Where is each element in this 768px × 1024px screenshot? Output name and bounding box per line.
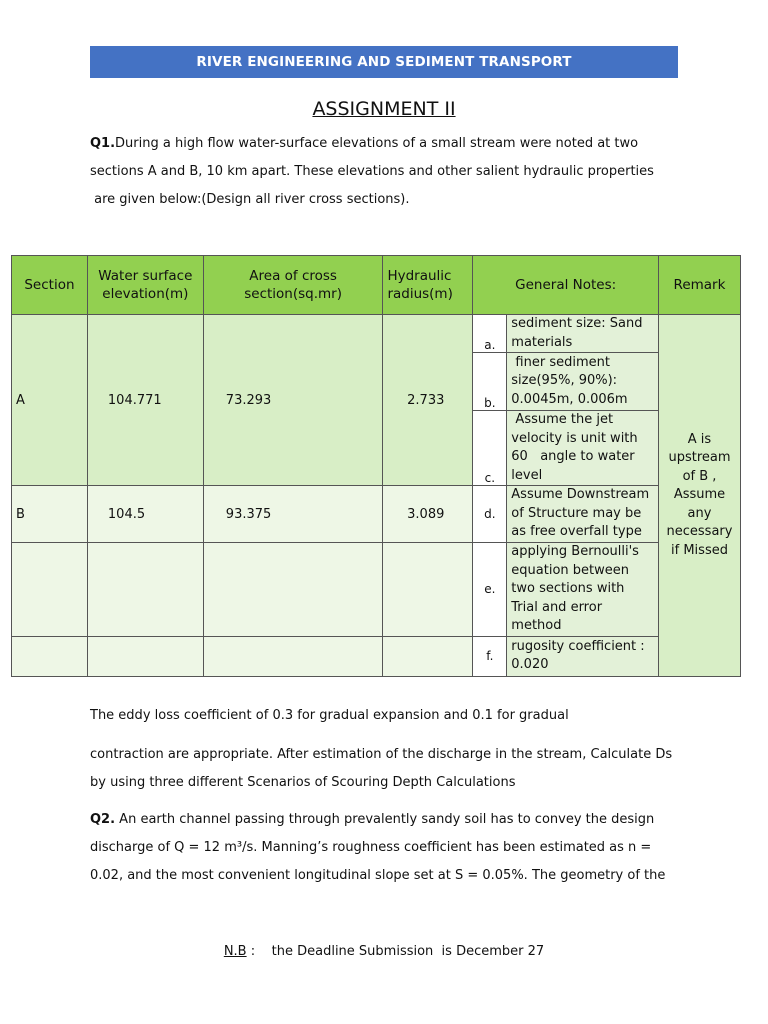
elevation-a-cell: 104.771 (87, 315, 203, 486)
note-letter-b: b. (473, 353, 507, 411)
table-row (12, 636, 741, 676)
radius-b-cell: 3.089 (383, 486, 473, 543)
elevation-b-cell: 104.5 (87, 486, 203, 543)
nb-label: N.B (223, 944, 247, 959)
section-a-cell: A (12, 315, 88, 486)
area-a-cell: 73.293 (203, 315, 383, 486)
empty-cell (12, 543, 88, 637)
table-header-row (12, 256, 741, 315)
q2-line-2: discharge of Q = 12 m³/s. Manning’s roughness coefficient has been estimated as n = (90, 840, 652, 855)
eddy-loss-line-2: contraction are appropriate. After estimation of the discharge in the stream, Calculate Ds (90, 747, 673, 762)
q1-label: Q1. (90, 136, 116, 151)
header-hydraulic-radius: Hydraulic radius(m) (383, 256, 473, 315)
question-2 (90, 806, 654, 834)
hydraulic-data-table (11, 255, 741, 677)
assignment-title: ASSIGNMENT II (312, 98, 456, 120)
header-water-elevation: Water surface elevation(m) (87, 256, 203, 315)
eddy-loss-line-1: The eddy loss coefficient of 0.3 for gradual expansion and 0.1 for gradual (90, 708, 569, 723)
q2-label: Q2. (90, 812, 116, 827)
q1-line-2: sections A and B, 10 km apart. These elevations and other salient hydraulic properties (90, 164, 654, 179)
empty-cell (203, 543, 383, 637)
empty-cell (203, 636, 383, 676)
question-1 (90, 130, 654, 214)
note-letter-c: c. (473, 411, 507, 486)
empty-cell (12, 636, 88, 676)
q2-line-1: An earth channel passing through prevalently sandy soil has to convey the design (115, 812, 655, 827)
q1-line-3: are given below:(Design all river cross sections). (90, 192, 410, 207)
header-section: Section (12, 256, 88, 315)
section-b-cell: B (12, 486, 88, 543)
deadline-note (0, 944, 768, 959)
q2-line-3: 0.02, and the most convenient longitudinal slope set at S = 0.05%. The geometry of the (90, 868, 666, 883)
empty-cell (87, 543, 203, 637)
note-letter-a: a. (473, 315, 507, 353)
header-remark: Remark (658, 256, 740, 315)
note-letter-d: d. (473, 486, 507, 543)
empty-cell (87, 636, 203, 676)
area-b-cell: 93.375 (203, 486, 383, 543)
note-c: Assume the jet velocity is unit with 60 angle to water level (507, 411, 659, 486)
table-row (12, 315, 741, 353)
note-f: rugosity coefficient : 0.020 (507, 636, 659, 676)
course-banner: RIVER ENGINEERING AND SEDIMENT TRANSPORT (90, 46, 678, 78)
note-letter-e: e. (473, 543, 507, 637)
note-b: finer sediment size(95%, 90%): 0.0045m, 0.006m (507, 353, 659, 411)
radius-a-cell: 2.733 (383, 315, 473, 486)
eddy-loss-line-3: by using three different Scenarios of Scouring Depth Calculations (90, 775, 516, 790)
table-row (12, 543, 741, 637)
header-area: Area of cross section(sq.mr) (203, 256, 383, 315)
table-row (12, 486, 741, 543)
nb-text: : the Deadline Submission is December 27 (246, 944, 545, 959)
remark-cell: A is upstream of B , Assume any necessary if Missed (658, 315, 740, 677)
header-general-notes: General Notes: (473, 256, 659, 315)
note-d: Assume Downstream of Structure may be as free overfall type (507, 486, 659, 543)
note-e: applying Bernoulli's equation between two sections with Trial and error method (507, 543, 659, 637)
empty-cell (383, 636, 473, 676)
q1-line-1: During a high flow water-surface elevations of a small stream were noted at two (115, 136, 639, 151)
note-a: sediment size: Sand materials (507, 315, 659, 353)
empty-cell (383, 543, 473, 637)
note-letter-f: f. (473, 636, 507, 676)
